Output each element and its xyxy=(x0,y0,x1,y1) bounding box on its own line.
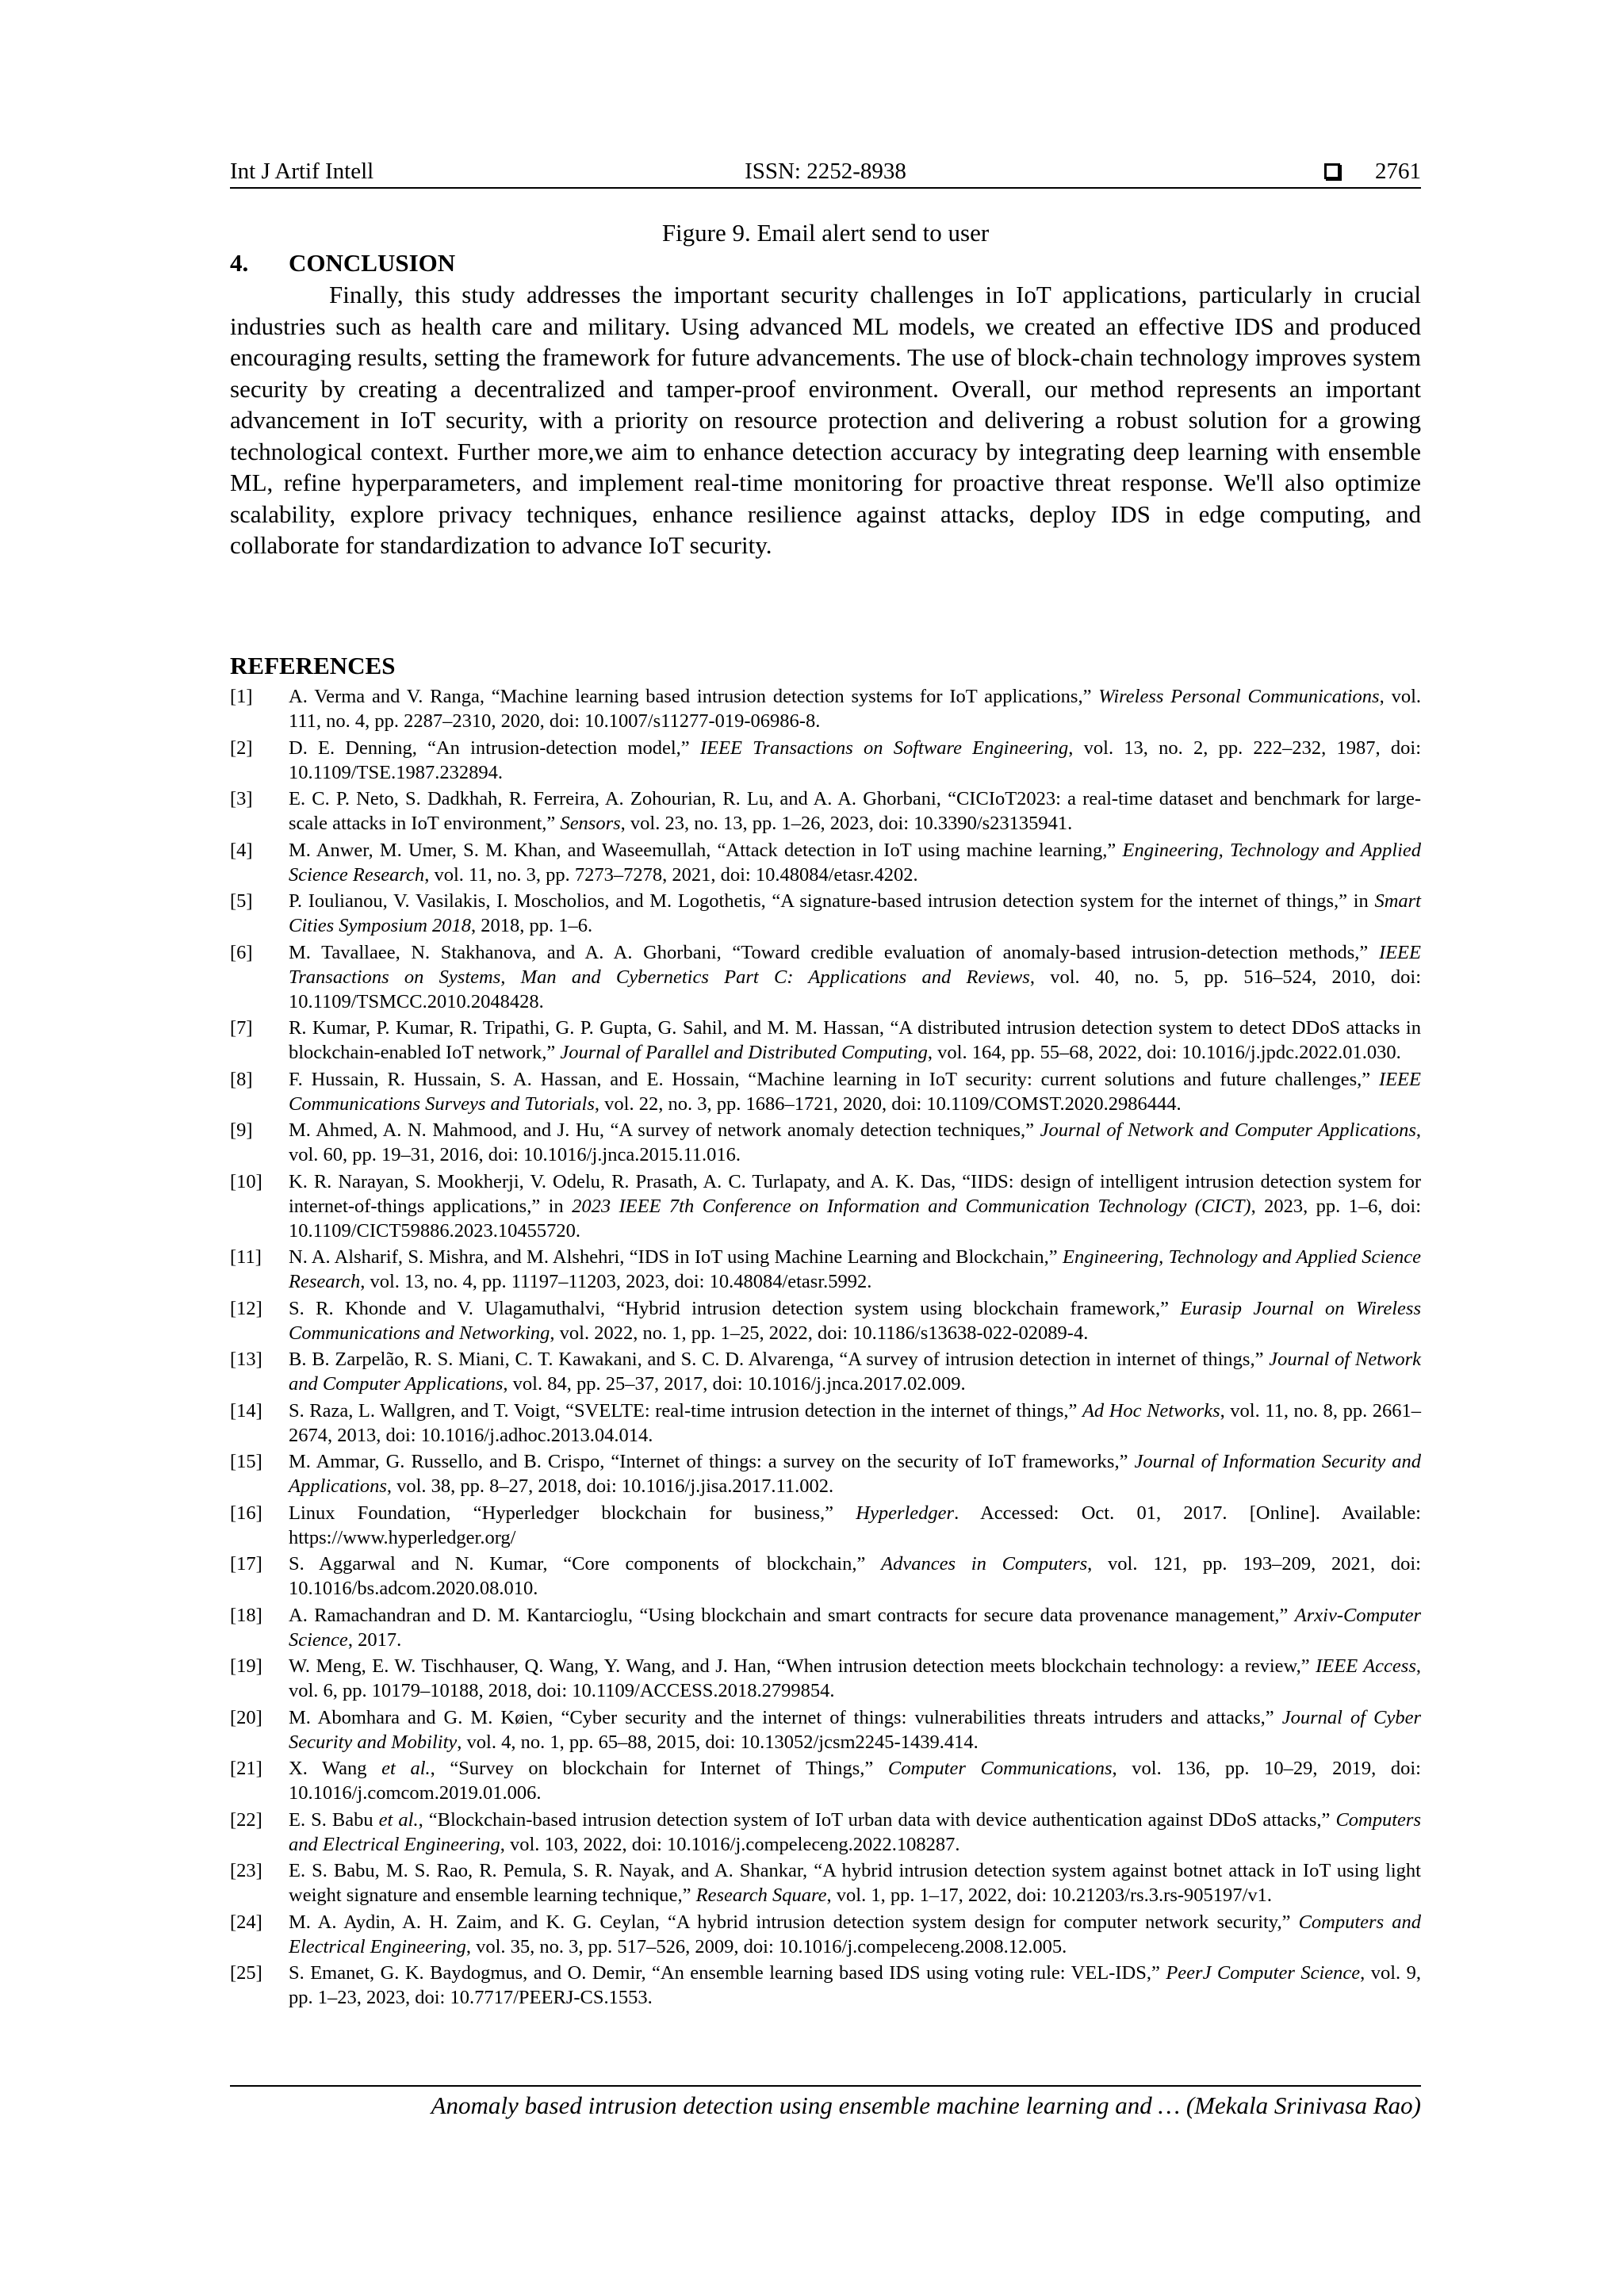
reference-title: , “Blockchain-based intrusion detection system of IoT urban data with device authentication against DDoS attacks,” xyxy=(418,1808,1336,1831)
reference-details: , 2018, pp. 1–6. xyxy=(471,915,593,936)
reference-details: , 2017. xyxy=(347,1628,402,1651)
reference-authors-title: P. Ioulianou, V. Vasilakis, I. Moscholios, and M. Logothetis, “A signature-based intrusion detection system for the internet of things,” in xyxy=(289,890,1375,912)
reference-item xyxy=(230,1501,1421,1550)
reference-number: [24] xyxy=(230,1911,262,1933)
reference-details: . Accessed: Oct. 01, 2017. [Online]. Available: https://www.hyperledger.org/ xyxy=(289,1502,1421,1548)
square-box-icon xyxy=(1324,163,1340,179)
reference-venue: PeerJ Computer Science xyxy=(1166,1962,1361,1984)
reference-venue: Ad Hoc Networks xyxy=(1082,1399,1220,1422)
reference-authors-title: M. A. Aydin, A. H. Zaim, and K. G. Ceylan, “A hybrid intrusion detection system design for computer network security,” xyxy=(289,1911,1299,1933)
reference-number: [9] xyxy=(230,1119,253,1141)
reference-number: [22] xyxy=(230,1808,262,1831)
reference-item xyxy=(230,1067,1421,1116)
reference-item xyxy=(230,1756,1421,1805)
reference-item xyxy=(230,1347,1421,1396)
reference-number: [16] xyxy=(230,1502,262,1524)
reference-authors-title: B. B. Zarpelão, R. S. Miani, C. T. Kawakani, and S. C. D. Alvarenga, “A survey of intrusion detection in internet of things,” xyxy=(289,1349,1270,1370)
reference-number: [15] xyxy=(230,1451,262,1472)
reference-details: , vol. 84, pp. 25–37, 2017, doi: 10.1016/j.jnca.2017.02.009. xyxy=(503,1373,966,1395)
reference-details: , vol. 11, no. 3, pp. 7273–7278, 2021, doi: 10.48084/etasr.4202. xyxy=(424,863,918,886)
reference-venue: Computers and Electrical Engineering xyxy=(289,1911,1421,1957)
reference-item xyxy=(230,1552,1421,1601)
reference-venue: Arxiv-Computer Science xyxy=(289,1604,1421,1651)
reference-venue: Wireless Personal Communications xyxy=(1098,686,1380,707)
reference-details: , vol. 11, no. 8, pp. 2661–2674, 2013, doi: 10.1016/j.adhoc.2013.04.014. xyxy=(289,1399,1421,1446)
reference-venue: Computers and Electrical Engineering xyxy=(289,1808,1422,1855)
reference-number: [13] xyxy=(230,1349,262,1370)
conclusion-paragraph: Finally, this study addresses the important security challenges in IoT applications, particularly in crucial industries such as health care and military. Using advanced ML models, we created an effective IDS and produced encouraging results, setting the framework for future advancements. The use of block-chain technology improves system security by creating a decentralized and tamper-proof environment. Overall, our method represents an important advancement in IoT security, with a priority on resource protection and delivering a robust solution for a growing technological context. Further more,we aim to enhance detection accuracy by integrating deep learning with ensemble ML, refine hyperparameters, and implement real-time monitoring for proactive threat response. We'll also optimize scalability, explore privacy techniques, enhance resilience against attacks, deploy IDS in edge computing, and collaborate for standardization to advance IoT security. xyxy=(230,281,1421,559)
reference-item xyxy=(230,786,1421,836)
running-footer: Anomaly based intrusion detection using ensemble machine learning and … (Mekala Srinivasa Rao) xyxy=(230,2085,1421,2122)
reference-number: [17] xyxy=(230,1553,262,1575)
reference-list xyxy=(230,684,1421,2012)
reference-authors-title: X. Wang xyxy=(289,1758,382,1779)
reference-venue: 2023 IEEE 7th Conference on Information and Communication Technology (CICT) xyxy=(572,1195,1251,1217)
reference-number: [2] xyxy=(230,737,253,759)
reference-details: , vol. 40, no. 5, pp. 516–524, 2010, doi: 10.1109/TSMCC.2010.2048428. xyxy=(289,966,1421,1012)
reference-number: [8] xyxy=(230,1068,253,1090)
reference-item xyxy=(230,1296,1421,1345)
reference-number: [18] xyxy=(230,1604,262,1626)
reference-venue: Eurasip Journal on Wireless Communications and Networking xyxy=(289,1297,1421,1344)
issn: ISSN: 2252-8938 xyxy=(745,159,906,184)
reference-authors-title: M. Ahmed, A. N. Mahmood, and J. Hu, “A survey of network anomaly detection techniques,” xyxy=(289,1119,1040,1141)
reference-details: , vol. 6, pp. 10179–10188, 2018, doi: 10.1109/ACCESS.2018.2799854. xyxy=(289,1655,1421,1701)
reference-details: , vol. 2022, no. 1, pp. 1–25, 2022, doi: 10.1186/s13638-022-02089-4. xyxy=(550,1322,1089,1344)
reference-authors-title: A. Verma and V. Ranga, “Machine learning based intrusion detection systems for IoT applications,” xyxy=(289,686,1099,707)
reference-etal: et al. xyxy=(381,1758,431,1779)
reference-number: [20] xyxy=(230,1706,262,1728)
reference-item xyxy=(230,1603,1421,1652)
reference-venue: Engineering, Technology and Applied Science Research xyxy=(289,1246,1421,1292)
reference-number: [14] xyxy=(230,1399,262,1422)
reference-venue: Hyperledger xyxy=(856,1502,955,1524)
reference-authors-title: S. Raza, L. Wallgren, and T. Voigt, “SVELTE: real-time intrusion detection in the internet of things,” xyxy=(289,1399,1082,1422)
reference-details: , 2023, pp. 1–6, doi: 10.1109/CICT59886.2023.10455720. xyxy=(289,1195,1421,1242)
reference-item xyxy=(230,684,1421,733)
reference-details: , vol. 13, no. 4, pp. 11197–11203, 2023, doi: 10.48084/etasr.5992. xyxy=(360,1271,872,1292)
reference-item xyxy=(230,1858,1421,1908)
reference-details: , vol. 111, no. 4, pp. 2287–2310, 2020, doi: 10.1007/s11277-019-06986-8. xyxy=(289,686,1421,732)
reference-authors-title: E. C. P. Neto, S. Dadkhah, R. Ferreira, A. Zohourian, R. Lu, and A. A. Ghorbani, “CICIoT2023: a real-time dataset and benchmark for large-scale attacks in IoT environment,” xyxy=(289,788,1421,834)
reference-authors-title: D. E. Denning, “An intrusion-detection model,” xyxy=(289,737,700,759)
journal-name: Int J Artif Intell xyxy=(230,159,374,184)
reference-venue: Journal of Parallel and Distributed Computing xyxy=(560,1042,928,1063)
reference-number: [3] xyxy=(230,788,253,809)
reference-authors-title: R. Kumar, P. Kumar, R. Tripathi, G. P. Gupta, G. Sahil, and M. M. Hassan, “A distributed intrusion detection system to detect DDoS attacks in blockchain-enabled IoT network,” xyxy=(289,1017,1421,1063)
reference-venue: Journal of Information Security and Applications xyxy=(289,1451,1421,1497)
running-header xyxy=(230,155,1421,189)
reference-venue: Journal of Network and Computer Applications xyxy=(289,1349,1421,1395)
reference-details: , vol. 13, no. 2, pp. 222–232, 1987, doi: 10.1109/TSE.1987.232894. xyxy=(289,737,1422,783)
reference-authors-title: M. Abomhara and G. M. Køien, “Cyber security and the internet of things: vulnerabilities threats intruders and attacks,” xyxy=(289,1706,1282,1728)
reference-authors-title: W. Meng, E. W. Tischhauser, Q. Wang, Y. Wang, and J. Han, “When intrusion detection meets blockchain technology: a review,” xyxy=(289,1655,1316,1677)
reference-item xyxy=(230,1808,1421,1857)
reference-authors-title: S. R. Khonde and V. Ulagamuthalvi, “Hybrid intrusion detection system using blockchain framework,” xyxy=(289,1297,1181,1319)
reference-number: [4] xyxy=(230,839,253,861)
reference-venue: Journal of Cyber Security and Mobility xyxy=(289,1706,1421,1753)
reference-number: [6] xyxy=(230,941,253,963)
reference-item xyxy=(230,1245,1421,1294)
reference-venue: IEEE Access xyxy=(1316,1655,1416,1677)
reference-venue: IEEE Transactions on Systems, Man and Cybernetics Part C: Applications and Reviews xyxy=(289,941,1421,988)
reference-authors-title: F. Hussain, R. Hussain, S. A. Hassan, and E. Hossain, “Machine learning in IoT security: current solutions and future challenges,” xyxy=(289,1068,1379,1090)
reference-venue: Research Square xyxy=(695,1885,827,1906)
header-right xyxy=(1324,155,1421,187)
reference-authors-title: S. Emanet, G. K. Baydogmus, and O. Demir, “An ensemble learning based IDS using voting rule: VEL-IDS,” xyxy=(289,1962,1166,1984)
page-number: 2761 xyxy=(1375,159,1421,184)
reference-authors-title: A. Ramachandran and D. M. Kantarcioglu, “Using blockchain and smart contracts for secure data provenance management,” xyxy=(289,1604,1295,1626)
reference-number: [21] xyxy=(230,1758,262,1779)
reference-number: [10] xyxy=(230,1170,262,1192)
reference-authors-title: M. Tavallaee, N. Stakhanova, and A. A. Ghorbani, “Toward credible evaluation of anomaly-based intrusion-detection methods,” xyxy=(289,941,1379,963)
reference-details: , vol. 22, no. 3, pp. 1686–1721, 2020, doi: 10.1109/COMST.2020.2986444. xyxy=(594,1093,1182,1115)
reference-venue: Smart Cities Symposium 2018 xyxy=(289,890,1421,936)
reference-number: [5] xyxy=(230,890,253,912)
reference-item xyxy=(230,838,1421,887)
reference-title: , “Survey on blockchain for Internet of Things,” xyxy=(430,1758,888,1779)
reference-authors-title: E. S. Babu, M. S. Rao, R. Pemula, S. R. Nayak, and A. Shankar, “A hybrid intrusion detection system against botnet attack in IoT using light weight signature and ensemble learning technique,” xyxy=(289,1860,1421,1906)
section-number: 4. xyxy=(230,249,249,277)
section-title: CONCLUSION xyxy=(289,249,456,277)
reference-number: [7] xyxy=(230,1017,253,1039)
reference-authors-title: E. S. Babu xyxy=(289,1808,379,1831)
reference-number: [1] xyxy=(230,686,253,707)
reference-item xyxy=(230,1399,1421,1448)
reference-details: , vol. 9, pp. 1–23, 2023, doi: 10.7717/PEERJ-CS.1553. xyxy=(289,1962,1421,2008)
section-heading xyxy=(230,249,455,277)
reference-item xyxy=(230,1654,1421,1703)
reference-authors-title: M. Anwer, M. Umer, S. M. Khan, and Waseemullah, “Attack detection in IoT using machine learning,” xyxy=(289,839,1123,861)
reference-number: [25] xyxy=(230,1962,262,1984)
reference-authors-title: Linux Foundation, “Hyperledger blockchain for business,” xyxy=(289,1502,856,1524)
reference-item xyxy=(230,736,1421,785)
reference-details: , vol. 103, 2022, doi: 10.1016/j.compeleceng.2022.108287. xyxy=(500,1833,960,1855)
reference-item xyxy=(230,1118,1421,1167)
reference-number: [19] xyxy=(230,1655,262,1677)
reference-details: , vol. 4, no. 1, pp. 65–88, 2015, doi: 10.13052/jcsm2245-1439.414. xyxy=(457,1731,979,1753)
reference-item xyxy=(230,1169,1421,1243)
reference-details: , vol. 35, no. 3, pp. 517–526, 2009, doi: 10.1016/j.compeleceng.2008.12.005. xyxy=(465,1935,1067,1957)
figure-caption: Figure 9. Email alert send to user xyxy=(661,219,990,247)
reference-venue: Sensors xyxy=(560,813,621,834)
reference-details: , vol. 136, pp. 10–29, 2019, doi: 10.1016/j.comcom.2019.01.006. xyxy=(289,1758,1421,1804)
reference-item xyxy=(230,1016,1421,1065)
reference-authors-title: N. A. Alsharif, S. Mishra, and M. Alshehri, “IDS in IoT using Machine Learning and Blockchain,” xyxy=(289,1246,1063,1268)
reference-venue: Computer Communications xyxy=(887,1758,1113,1779)
reference-authors-title: K. R. Narayan, S. Mookherji, V. Odelu, R. Prasath, A. C. Turlapaty, and A. K. Das, “IIDS: design of intelligent intrusion detection system for internet-of-things applications,” in xyxy=(289,1170,1421,1217)
reference-number: [12] xyxy=(230,1297,262,1319)
reference-number: [23] xyxy=(230,1860,262,1881)
reference-venue: Advances in Computers xyxy=(881,1553,1088,1575)
reference-venue: Journal of Network and Computer Applications xyxy=(1040,1119,1416,1141)
references-heading: REFERENCES xyxy=(230,652,396,679)
reference-authors-title: M. Ammar, G. Russello, and B. Crispo, “Internet of things: a survey on the security of IoT frameworks,” xyxy=(289,1451,1135,1472)
reference-details: , vol. 23, no. 13, pp. 1–26, 2023, doi: 10.3390/s23135941. xyxy=(620,813,1073,834)
reference-authors-title: S. Aggarwal and N. Kumar, “Core components of blockchain,” xyxy=(289,1553,882,1575)
reference-details: , vol. 121, pp. 193–209, 2021, doi: 10.1016/bs.adcom.2020.08.010. xyxy=(289,1553,1421,1599)
reference-item xyxy=(230,940,1421,1014)
reference-venue: IEEE Communications Surveys and Tutorials xyxy=(289,1068,1421,1115)
reference-item xyxy=(230,1449,1421,1498)
reference-number: [11] xyxy=(230,1246,262,1268)
reference-details: , vol. 1, pp. 1–17, 2022, doi: 10.21203/rs.3.rs-905197/v1. xyxy=(826,1885,1272,1906)
reference-details: , vol. 60, pp. 19–31, 2016, doi: 10.1016/j.jnca.2015.11.016. xyxy=(289,1119,1421,1165)
reference-venue: IEEE Transactions on Software Engineering xyxy=(699,737,1069,759)
reference-item xyxy=(230,889,1421,938)
reference-item xyxy=(230,1910,1421,1959)
reference-etal: et al. xyxy=(378,1808,419,1831)
reference-details: , vol. 38, pp. 8–27, 2018, doi: 10.1016/j.jisa.2017.11.002. xyxy=(386,1475,834,1497)
reference-venue: Engineering, Technology and Applied Science Research xyxy=(289,839,1421,886)
reference-item xyxy=(230,1961,1421,2010)
reference-details: , vol. 164, pp. 55–68, 2022, doi: 10.1016/j.jpdc.2022.01.030. xyxy=(927,1042,1401,1063)
reference-item xyxy=(230,1705,1421,1755)
